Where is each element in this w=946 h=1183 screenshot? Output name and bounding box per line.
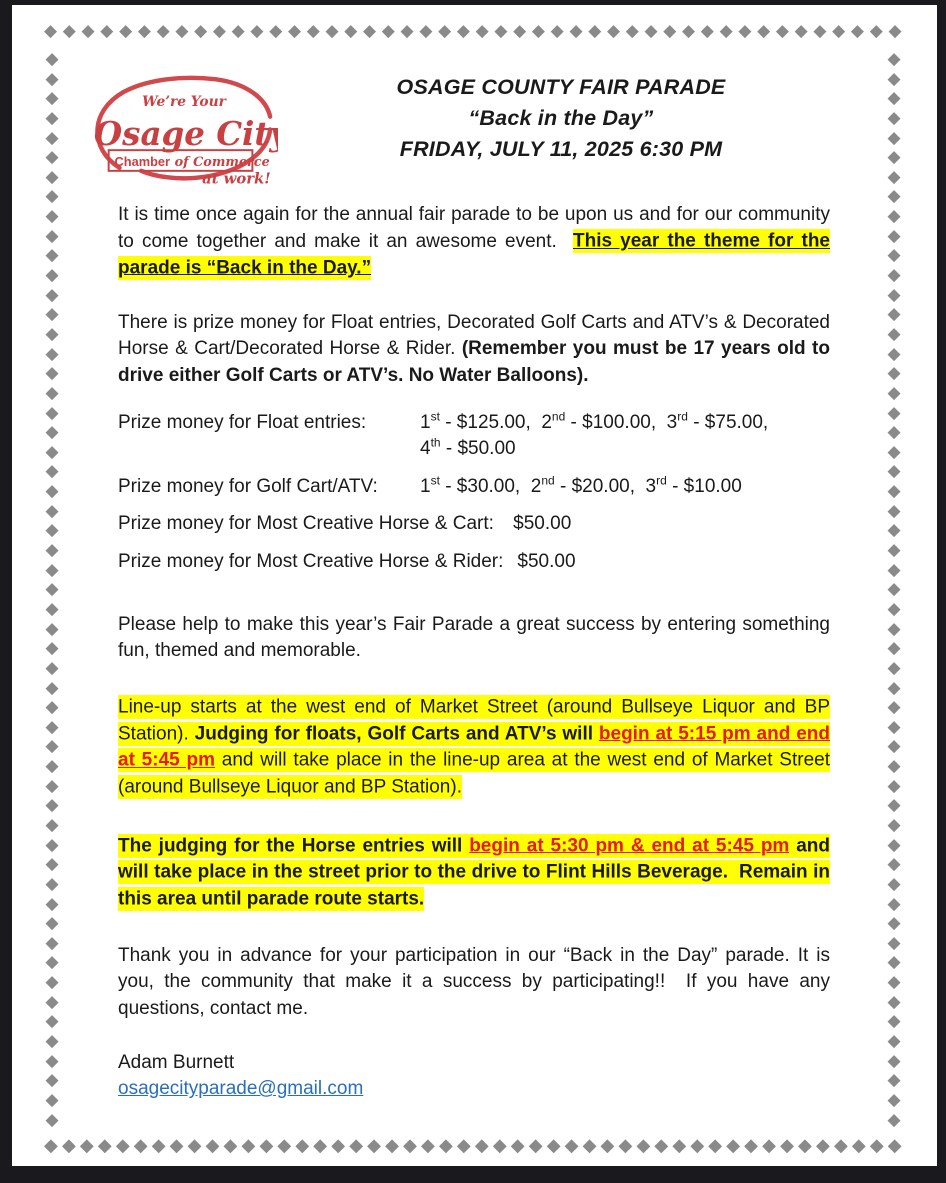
text-segment: There is prize money for Float entries, Decorated Golf Carts and ATV’s & Decorated Horse & Cart/Decorated Horse & Rider.: [118, 311, 830, 360]
text-segment: - $75.00,: [687, 411, 769, 433]
text-segment: Line-up starts at the west end of Market Street (around Bullseye Liquor and BP Station).: [118, 696, 830, 745]
diamond-icon: ◆: [887, 49, 901, 68]
diamond-icon: ◆: [241, 1135, 256, 1155]
paragraph-horse-judging: [118, 833, 830, 913]
diamond-icon: ◆: [887, 657, 901, 677]
diamond-icon: ◆: [45, 88, 59, 108]
diamond-icon: ◆: [887, 225, 901, 245]
diamond-icon: ◆: [45, 481, 59, 501]
diamond-icon: ◆: [385, 1135, 399, 1155]
diamond-icon: ◆: [887, 736, 901, 756]
diamond-icon: ◆: [625, 21, 639, 40]
email-link[interactable]: osagecityparade@gmail.com: [118, 1078, 364, 1100]
prize-value: [420, 410, 768, 463]
diamond-icon: ◆: [45, 363, 59, 383]
diamond-icon: ◆: [588, 21, 602, 40]
diamond-icon: ◆: [45, 500, 59, 520]
diamond-icon: ◆: [636, 1135, 651, 1155]
text-segment: - $20.00,: [554, 475, 646, 497]
diamond-icon: ◆: [45, 873, 59, 893]
diamond-icon: ◆: [313, 1135, 328, 1155]
diamond-icon: ◆: [887, 1109, 901, 1129]
diamond-border-left: [42, 50, 62, 1128]
diamond-icon: ◆: [250, 21, 264, 40]
diamond-icon: ◆: [887, 814, 901, 834]
prize-row-golf-cart-atv: [118, 474, 830, 501]
diamond-icon: ◆: [528, 1135, 543, 1155]
text-segment: $50.00: [507, 513, 572, 535]
diamond-icon: ◆: [869, 21, 883, 40]
diamond-icon: ◆: [887, 382, 901, 402]
diamond-icon: ◆: [231, 21, 245, 40]
diamond-icon: ◆: [187, 1135, 202, 1155]
diamond-icon: ◆: [400, 21, 414, 40]
diamond-icon: ◆: [887, 1011, 901, 1031]
prize-section: [118, 410, 830, 576]
text-segment: (Remember you must be 17 years old to drive either Golf Carts or ATV’s. No Water Balloons).: [118, 338, 830, 386]
logo-tagline-top: We’re Your: [142, 93, 226, 110]
diamond-icon: ◆: [287, 21, 302, 40]
diamond-icon: ◆: [45, 913, 59, 933]
diamond-icon: ◆: [45, 579, 59, 599]
diamond-icon: ◆: [887, 854, 901, 874]
diamond-icon: ◆: [45, 323, 59, 343]
diamond-icon: ◆: [887, 461, 901, 481]
diamond-icon: ◆: [45, 49, 59, 68]
diamond-icon: ◆: [513, 21, 527, 40]
diamond-icon: ◆: [887, 343, 901, 363]
diamond-icon: ◆: [81, 21, 95, 40]
diamond-icon: ◆: [194, 21, 208, 40]
diamond-icon: ◆: [887, 147, 901, 167]
text-segment: 3: [645, 475, 657, 497]
text-segment: st: [430, 473, 440, 488]
diamond-icon: ◆: [775, 21, 789, 40]
diamond-icon: ◆: [887, 88, 901, 108]
diamond-icon: ◆: [363, 21, 377, 40]
diamond-icon: ◆: [654, 1135, 669, 1155]
diamond-icon: ◆: [45, 107, 59, 127]
diamond-icon: ◆: [45, 166, 59, 186]
prize-value-line: [420, 410, 768, 437]
diamond-icon: ◆: [306, 21, 320, 40]
diamond-icon: ◆: [475, 21, 489, 40]
diamond-icon: ◆: [719, 21, 733, 40]
diamond-icon: ◆: [331, 1135, 346, 1155]
diamond-icon: ◆: [44, 21, 58, 40]
diamond-icon: ◆: [62, 21, 76, 40]
osage-city-chamber-logo-icon: [86, 70, 278, 187]
diamond-icon: ◆: [381, 21, 395, 40]
diamond-icon: ◆: [887, 441, 901, 461]
diamond-icon: ◆: [45, 638, 59, 658]
prize-value-line: [517, 549, 575, 576]
text-segment: th: [430, 435, 441, 450]
diamond-icon: ◆: [700, 21, 714, 40]
title-block: [278, 70, 830, 188]
prize-row-float: [118, 410, 830, 463]
diamond-icon: ◆: [815, 1135, 830, 1155]
logo-name: Osage City: [93, 114, 278, 154]
text-segment: Judging for floats, Golf Carts and ATV’s will: [194, 723, 599, 745]
diamond-icon: ◆: [708, 1135, 723, 1155]
diamond-icon: ◆: [887, 1031, 901, 1051]
diamond-icon: ◆: [45, 343, 59, 363]
diamond-icon: ◆: [887, 363, 901, 383]
diamond-icon: ◆: [887, 932, 901, 952]
diamond-icon: ◆: [606, 21, 621, 40]
diamond-icon: ◆: [421, 1135, 435, 1155]
diamond-icon: ◆: [133, 1135, 148, 1155]
logo-tagline-bottom: at work!: [202, 170, 271, 187]
diamond-icon: ◆: [45, 618, 59, 638]
diamond-icon: ◆: [682, 21, 696, 40]
diamond-icon: ◆: [419, 21, 433, 40]
diamond-icon: ◆: [45, 952, 59, 972]
diamond-icon: ◆: [887, 677, 901, 697]
diamond-icon: ◆: [45, 422, 59, 442]
diamond-icon: ◆: [833, 1135, 848, 1155]
diamond-icon: ◆: [45, 932, 59, 952]
diamond-icon: ◆: [744, 1135, 759, 1155]
diamond-icon: ◆: [546, 1135, 561, 1155]
paragraph-prize-info: [118, 310, 830, 390]
diamond-icon: ◆: [887, 127, 901, 147]
diamond-icon: ◆: [45, 598, 59, 618]
diamond-icon: ◆: [531, 21, 545, 40]
prize-label: Prize money for Most Creative Horse & Rider:: [118, 550, 504, 572]
paragraph-please-help: [118, 612, 830, 665]
text-segment: 3: [666, 411, 678, 433]
diamond-icon: ◆: [79, 1135, 94, 1155]
diamond-icon: ◆: [45, 520, 59, 540]
diamond-icon: ◆: [887, 972, 901, 992]
diamond-icon: ◆: [887, 540, 901, 560]
diamond-icon: ◆: [45, 1070, 59, 1090]
prize-row-horse-cart: [118, 511, 830, 538]
photo-edge-left: [0, 0, 12, 1183]
diamond-border-right: [884, 50, 904, 1128]
diamond-icon: ◆: [269, 21, 283, 40]
diamond-icon: ◆: [550, 21, 564, 40]
text-segment: - $125.00,: [439, 411, 542, 433]
diamond-icon: ◆: [887, 245, 901, 265]
diamond-icon: ◆: [794, 21, 808, 40]
title-line-2: “Back in the Day”: [468, 105, 654, 130]
text-segment: 2: [541, 411, 552, 433]
diamond-icon: ◆: [45, 697, 59, 717]
diamond-icon: ◆: [456, 1135, 471, 1155]
diamond-icon: ◆: [45, 225, 59, 245]
diamond-icon: ◆: [100, 21, 114, 40]
photo-edge-bottom: [0, 1166, 946, 1183]
diamond-icon: ◆: [325, 21, 339, 40]
diamond-icon: ◆: [45, 206, 59, 226]
diamond-icon: ◆: [887, 697, 901, 717]
diamond-icon: ◆: [492, 1135, 507, 1155]
diamond-icon: ◆: [45, 68, 59, 88]
prize-label: Prize money for Most Creative Horse & Cart:: [118, 513, 494, 535]
diamond-icon: ◆: [45, 657, 59, 677]
diamond-icon: ◆: [494, 21, 508, 40]
diamond-icon: ◆: [887, 68, 901, 88]
diamond-icon: ◆: [887, 481, 901, 501]
text-segment: The judging for the Horse entries will: [118, 835, 470, 857]
prize-value: [420, 474, 742, 501]
diamond-icon: ◆: [887, 206, 901, 226]
diamond-icon: ◆: [115, 1135, 130, 1155]
title-line-3: FRIDAY, JULY 11, 2025 6:30 PM: [399, 136, 723, 161]
diamond-icon: ◆: [45, 461, 59, 481]
diamond-icon: ◆: [644, 21, 658, 40]
diamond-icon: ◆: [45, 834, 59, 854]
diamond-icon: ◆: [887, 913, 901, 933]
diamond-icon: ◆: [887, 559, 901, 579]
diamond-icon: ◆: [726, 1135, 741, 1155]
text-segment: begin at 5:30 pm & end at 5:45 pm: [469, 835, 790, 857]
diamond-icon: ◆: [45, 245, 59, 265]
diamond-icon: ◆: [212, 21, 226, 40]
diamond-icon: ◆: [45, 854, 59, 874]
diamond-icon: ◆: [438, 1135, 453, 1155]
diamond-icon: ◆: [45, 736, 59, 756]
diamond-icon: ◆: [780, 1135, 794, 1155]
text-segment: - $100.00,: [565, 411, 667, 433]
text-segment: and will take place in the line-up area at the west end of Market Street (around Bullseye Liquor and BP Station).: [118, 749, 830, 798]
text-segment: - $30.00,: [439, 475, 531, 497]
diamond-icon: ◆: [45, 1011, 59, 1031]
diamond-icon: ◆: [850, 21, 864, 40]
title-line-1: OSAGE COUNTY FAIR PARADE: [396, 75, 726, 99]
text-segment: - $50.00: [440, 438, 516, 460]
diamond-icon: ◆: [205, 1135, 220, 1155]
diamond-icon: ◆: [887, 795, 901, 815]
text-segment: nd: [541, 473, 555, 488]
logo-box-left: Chamber: [114, 153, 171, 169]
diamond-icon: ◆: [45, 814, 59, 834]
text-segment: - $10.00: [666, 475, 742, 497]
diamond-icon: ◆: [119, 21, 133, 40]
diamond-icon: ◆: [277, 1135, 292, 1155]
text-segment: Thank you in advance for your participation in our “Back in the Day” parade. It is you, the community that make it a success by participating!! If you have any questions, contact me.: [118, 944, 830, 1020]
diamond-icon: ◆: [888, 21, 902, 40]
diamond-icon: ◆: [151, 1135, 166, 1155]
diamond-icon: ◆: [672, 1135, 687, 1155]
diamond-icon: ◆: [887, 500, 901, 520]
diamond-icon: ◆: [887, 834, 901, 854]
text-segment: st: [430, 409, 440, 424]
document-body: [93, 0, 830, 1103]
diamond-icon: ◆: [887, 579, 901, 599]
diamond-icon: ◆: [45, 304, 59, 324]
text-segment: Please help to make this year’s Fair Parade a great success by entering something fun, themed and memorable.: [118, 613, 830, 662]
photo-edge-right: [937, 0, 946, 1183]
diamond-icon: ◆: [887, 873, 901, 893]
diamond-icon: ◆: [869, 1135, 884, 1155]
diamond-icon: ◆: [569, 21, 583, 40]
diamond-icon: ◆: [45, 441, 59, 461]
diamond-icon: ◆: [45, 1050, 59, 1070]
diamond-icon: ◆: [45, 677, 59, 697]
diamond-icon: ◆: [45, 1109, 59, 1129]
diamond-icon: ◆: [367, 1135, 381, 1155]
diamond-icon: ◆: [887, 422, 901, 442]
diamond-icon: ◆: [887, 402, 901, 422]
diamond-icon: ◆: [175, 21, 189, 40]
text-segment: 1: [420, 475, 431, 497]
chamber-logo: [86, 70, 278, 188]
diamond-icon: ◆: [813, 21, 827, 40]
paragraph-lineup-judging: [118, 695, 830, 801]
diamond-icon: ◆: [887, 107, 901, 127]
signature-name: Adam Burnett: [118, 1051, 235, 1073]
signature-block: [118, 1050, 830, 1103]
diamond-icon: ◆: [137, 21, 151, 40]
diamond-icon: ◆: [564, 1135, 579, 1155]
diamond-border-bottom: [44, 1136, 902, 1154]
diamond-icon: ◆: [887, 756, 901, 776]
text-segment: 2: [530, 475, 542, 497]
diamond-icon: ◆: [45, 972, 59, 992]
diamond-icon: ◆: [169, 1135, 184, 1155]
diamond-icon: ◆: [887, 618, 901, 638]
diamond-icon: ◆: [600, 1135, 615, 1155]
diamond-icon: ◆: [156, 21, 170, 40]
diamond-icon: ◆: [45, 540, 59, 560]
prize-label: Prize money for Float entries:: [118, 411, 367, 433]
diamond-icon: ◆: [887, 1050, 901, 1070]
diamond-icon: ◆: [45, 265, 59, 285]
text-segment: rd: [677, 409, 688, 424]
diamond-icon: ◆: [887, 1135, 902, 1155]
text-segment: rd: [656, 473, 667, 488]
logo-box-right: of Commerce: [174, 154, 270, 170]
diamond-icon: ◆: [45, 402, 59, 422]
diamond-icon: ◆: [295, 1135, 310, 1155]
diamond-icon: ◆: [45, 127, 59, 147]
diamond-icon: ◆: [582, 1135, 597, 1155]
diamond-icon: ◆: [798, 1135, 812, 1155]
diamond-icon: ◆: [45, 775, 59, 795]
diamond-icon: ◆: [45, 795, 59, 815]
diamond-icon: ◆: [45, 716, 59, 736]
diamond-icon: ◆: [45, 284, 59, 304]
diamond-icon: ◆: [223, 1135, 238, 1155]
diamond-icon: ◆: [887, 893, 901, 913]
text-segment: $50.00: [517, 550, 576, 572]
diamond-icon: ◆: [349, 1135, 364, 1155]
diamond-icon: ◆: [887, 991, 901, 1011]
diamond-icon: ◆: [887, 186, 901, 206]
diamond-icon: ◆: [851, 1135, 866, 1155]
text-segment: This year the theme for the parade is “Back in the Day.”: [118, 230, 830, 279]
diamond-icon: ◆: [45, 1031, 59, 1051]
diamond-icon: ◆: [510, 1135, 525, 1155]
text-segment: It is time once again for the annual fair parade to be upon us and for our community to come together and make it an awesome event.: [118, 204, 830, 252]
text-segment: 4: [420, 438, 431, 460]
diamond-icon: ◆: [45, 186, 59, 206]
diamond-icon: ◆: [474, 1135, 489, 1155]
diamond-icon: ◆: [887, 265, 901, 285]
prize-value: [517, 549, 575, 576]
diamond-icon: ◆: [344, 21, 358, 40]
diamond-icon: ◆: [887, 638, 901, 658]
text-segment: begin at 5:15 pm and end at 5:45 pm: [118, 723, 830, 771]
diamond-icon: ◆: [887, 284, 901, 304]
text-segment: nd: [551, 409, 566, 424]
diamond-icon: ◆: [887, 952, 901, 972]
diamond-icon: ◆: [97, 1135, 112, 1155]
document-header: [93, 70, 830, 188]
diamond-icon: ◆: [887, 304, 901, 324]
diamond-icon: ◆: [887, 520, 901, 540]
diamond-icon: ◆: [757, 21, 771, 40]
prize-label: Prize money for Golf Cart/ATV:: [118, 475, 378, 497]
diamond-icon: ◆: [762, 1135, 776, 1155]
diamond-icon: ◆: [456, 21, 470, 40]
diamond-icon: ◆: [887, 1089, 901, 1109]
diamond-icon: ◆: [832, 21, 846, 40]
diamond-icon: ◆: [259, 1135, 274, 1155]
diamond-icon: ◆: [45, 382, 59, 402]
diamond-icon: ◆: [45, 756, 59, 776]
diamond-icon: ◆: [690, 1135, 705, 1155]
diamond-icon: ◆: [61, 1135, 76, 1155]
diamond-icon: ◆: [45, 1089, 59, 1109]
diamond-icon: ◆: [45, 893, 59, 913]
diamond-icon: ◆: [403, 1135, 417, 1155]
diamond-icon: ◆: [44, 1135, 58, 1155]
diamond-icon: ◆: [887, 598, 901, 618]
diamond-icon: ◆: [438, 21, 452, 40]
diamond-icon: ◆: [45, 559, 59, 579]
diamond-icon: ◆: [45, 991, 59, 1011]
text-segment: and will take place in the street prior to the drive to Flint Hills Beverage. Remain in this area until parade route starts.: [118, 835, 830, 910]
diamond-icon: ◆: [663, 21, 677, 40]
diamond-icon: ◆: [887, 1070, 901, 1090]
prize-value-line: [420, 474, 742, 501]
prize-row-horse-rider: [118, 549, 830, 576]
diamond-icon: ◆: [887, 323, 901, 343]
prize-value-line: [508, 511, 571, 538]
paragraph-intro: [118, 202, 830, 282]
diamond-icon: ◆: [618, 1135, 633, 1155]
diamond-icon: ◆: [738, 21, 752, 40]
diamond-icon: ◆: [887, 716, 901, 736]
paragraph-thanks: [118, 943, 830, 1023]
prize-value-line: [420, 436, 768, 463]
diamond-icon: ◆: [45, 147, 59, 167]
diamond-icon: ◆: [887, 166, 901, 186]
prize-value: [508, 511, 571, 538]
text-segment: 1: [420, 411, 431, 433]
diamond-icon: ◆: [887, 775, 901, 795]
